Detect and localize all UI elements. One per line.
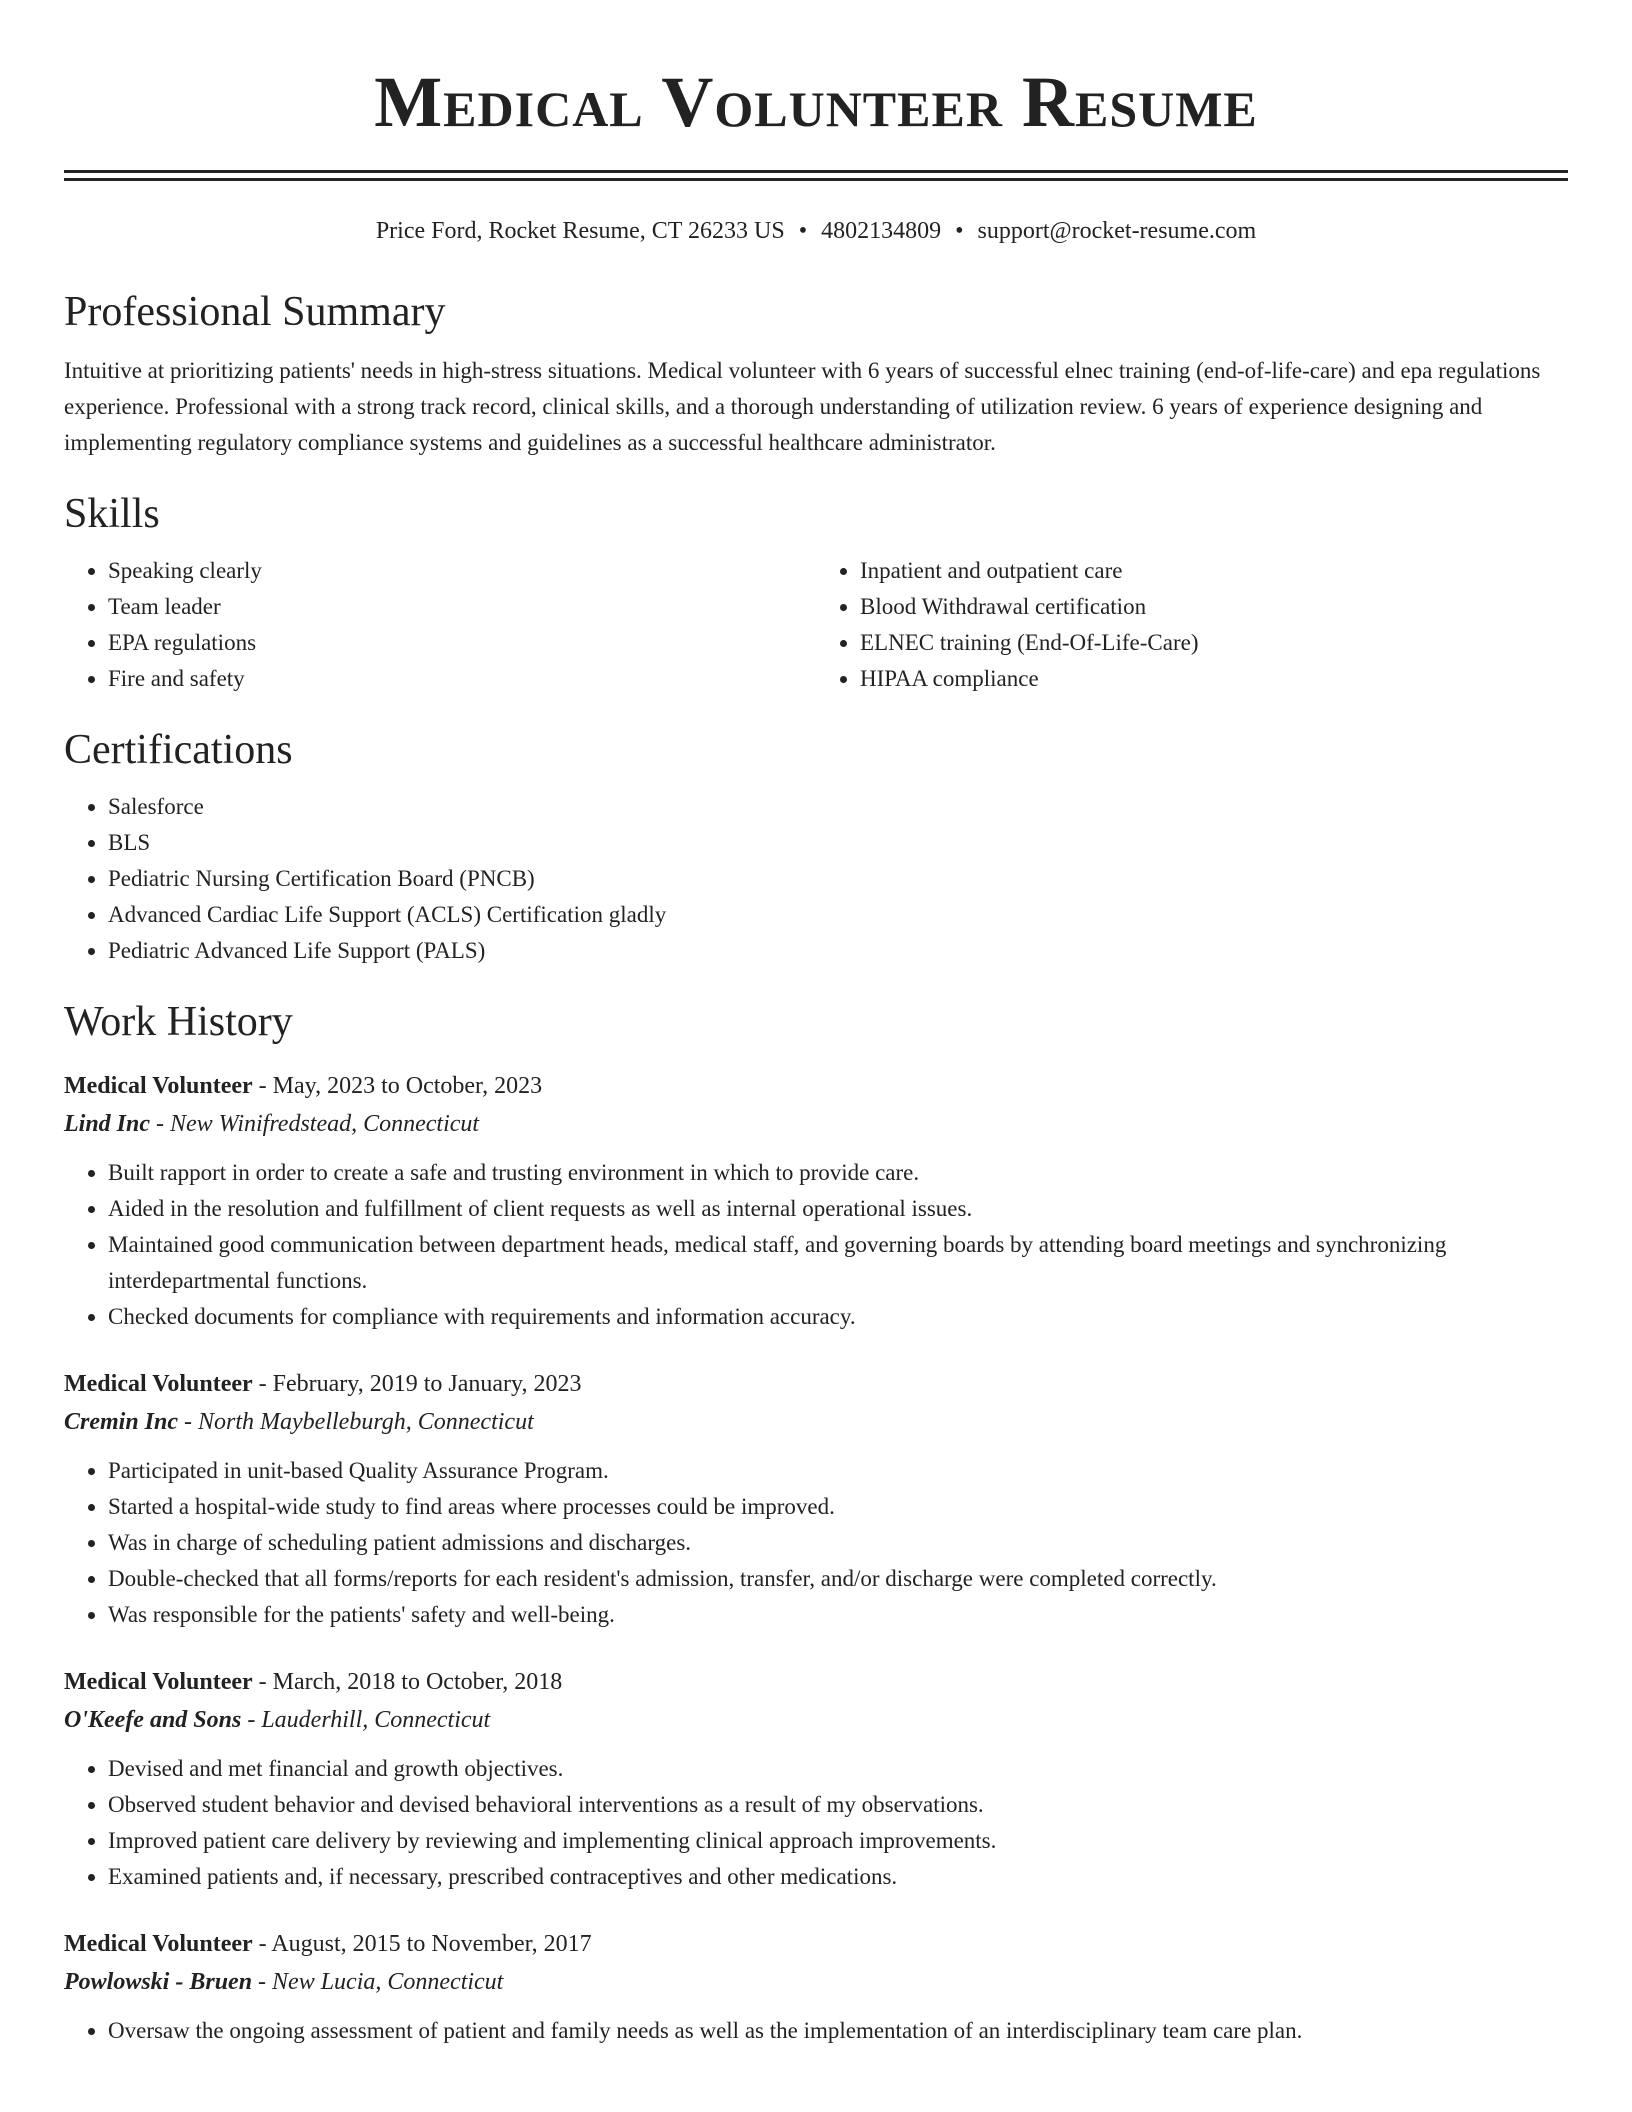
contact-separator: • bbox=[955, 218, 964, 244]
job-duty-item: • Devised and met financial and growth objectives. bbox=[108, 1751, 1568, 1787]
certifications-list bbox=[64, 789, 1568, 969]
job-location: - New Lucia, Connecticut bbox=[252, 1969, 504, 1995]
certification-item: • Pediatric Advanced Life Support (PALS) bbox=[108, 933, 1568, 969]
job-title-line bbox=[64, 1067, 1568, 1105]
job-duties bbox=[64, 2013, 1568, 2049]
skill-item: • Speaking clearly bbox=[108, 553, 816, 589]
job-entry bbox=[64, 1067, 1568, 1335]
certification-item: • BLS bbox=[108, 825, 1568, 861]
job-company-line bbox=[64, 1105, 1568, 1143]
skills-heading: Skills bbox=[64, 491, 160, 537]
resume-title: Medical Volunteer Resume bbox=[374, 62, 1258, 142]
job-title-line bbox=[64, 1365, 1568, 1403]
job-entry bbox=[64, 1663, 1568, 1895]
contact-email: support@rocket-resume.com bbox=[977, 218, 1257, 244]
job-duty-item: • Aided in the resolution and fulfillment of client requests as well as internal operational issues. bbox=[108, 1191, 1568, 1227]
job-company-line bbox=[64, 1403, 1568, 1441]
skills-list-right bbox=[816, 553, 1568, 697]
job-dates: - March, 2018 to October, 2018 bbox=[252, 1669, 563, 1695]
job-company: Powlowski - Bruen bbox=[64, 1969, 253, 1995]
job-duty-item: • Was in charge of scheduling patient admissions and discharges. bbox=[108, 1525, 1568, 1561]
skill-item: • Blood Withdrawal certification bbox=[860, 589, 1568, 625]
work-history-heading: Work History bbox=[64, 999, 293, 1045]
job-role: Medical Volunteer bbox=[64, 1931, 253, 1957]
job-dates: - May, 2023 to October, 2023 bbox=[252, 1073, 543, 1099]
certifications-heading: Certifications bbox=[64, 727, 293, 773]
skills-list-left bbox=[64, 553, 816, 697]
skills-grid bbox=[64, 553, 1568, 697]
job-role: Medical Volunteer bbox=[64, 1669, 253, 1695]
job-duty-item: • Checked documents for compliance with requirements and information accuracy. bbox=[108, 1299, 1568, 1335]
job-duty-item: • Built rapport in order to create a safe and trusting environment in which to provide care. bbox=[108, 1155, 1568, 1191]
certification-item: • Salesforce bbox=[108, 789, 1568, 825]
job-duty-item: • Maintained good communication between department heads, medical staff, and governing boards by attending board meetings and synchronizing interdepartmental functions. bbox=[108, 1227, 1568, 1299]
job-company: Lind Inc bbox=[64, 1111, 151, 1137]
contact-phone: 4802134809 bbox=[821, 218, 942, 244]
job-entry bbox=[64, 1365, 1568, 1633]
skill-item: • Team leader bbox=[108, 589, 816, 625]
summary-heading: Professional Summary bbox=[64, 289, 446, 335]
job-company: Cremin Inc bbox=[64, 1409, 179, 1435]
contact-line bbox=[64, 215, 1568, 247]
job-dates: - February, 2019 to January, 2023 bbox=[252, 1371, 582, 1397]
skill-item: • ELNEC training (End-Of-Life-Care) bbox=[860, 625, 1568, 661]
job-company-line bbox=[64, 1963, 1568, 2001]
job-duties bbox=[64, 1751, 1568, 1895]
job-duty-item: • Started a hospital-wide study to find areas where processes could be improved. bbox=[108, 1489, 1568, 1525]
skill-item: • Inpatient and outpatient care bbox=[860, 553, 1568, 589]
skill-item: • Fire and safety bbox=[108, 661, 816, 697]
job-entry bbox=[64, 1925, 1568, 2049]
skill-item: • HIPAA compliance bbox=[860, 661, 1568, 697]
contact-address: Price Ford, Rocket Resume, CT 26233 US bbox=[375, 218, 785, 244]
job-company: O'Keefe and Sons bbox=[64, 1707, 242, 1733]
job-duties bbox=[64, 1453, 1568, 1633]
job-duty-item: • Was responsible for the patients' safety and well-being. bbox=[108, 1597, 1568, 1633]
certification-item: • Advanced Cardiac Life Support (ACLS) Certification gladly bbox=[108, 897, 1568, 933]
job-role: Medical Volunteer bbox=[64, 1073, 253, 1099]
job-duties bbox=[64, 1155, 1568, 1335]
job-location: - North Maybelleburgh, Connecticut bbox=[178, 1409, 534, 1435]
job-location: - Lauderhill, Connecticut bbox=[241, 1707, 491, 1733]
job-duty-item: • Double-checked that all forms/reports for each resident's admission, transfer, and/or discharge were completed correctly. bbox=[108, 1561, 1568, 1597]
contact-separator: • bbox=[798, 218, 808, 244]
certification-item: • Pediatric Nursing Certification Board (PNCB) bbox=[108, 861, 1568, 897]
job-duty-item: • Observed student behavior and devised behavioral interventions as a result of my observations. bbox=[108, 1787, 1568, 1823]
skill-item: • EPA regulations bbox=[108, 625, 816, 661]
job-title-line bbox=[64, 1925, 1568, 1963]
job-company-line bbox=[64, 1701, 1568, 1739]
summary-text: Intuitive at prioritizing patients' needs in high-stress situations. Medical volunteer with 6 years of successful elnec training (end-of-life-care) and epa regulations experience. Professional with a strong track record, clinical skills, and a thorough understanding of utilization review. 6 years of experience designing and implementing regulatory compliance systems and guidelines as a successful healthcare administrator. bbox=[64, 358, 1541, 455]
job-duty-item: • Oversaw the ongoing assessment of patient and family needs as well as the implementation of an interdisciplinary team care plan. bbox=[108, 2013, 1568, 2049]
job-duty-item: • Participated in unit-based Quality Assurance Program. bbox=[108, 1453, 1568, 1489]
job-title-line bbox=[64, 1663, 1568, 1701]
job-duty-item: • Improved patient care delivery by reviewing and implementing clinical approach improvements. bbox=[108, 1823, 1568, 1859]
job-duty-item: • Examined patients and, if necessary, prescribed contraceptives and other medications. bbox=[108, 1859, 1568, 1895]
job-dates: - August, 2015 to November, 2017 bbox=[252, 1931, 592, 1957]
work-history-list bbox=[64, 1067, 1568, 2049]
job-role: Medical Volunteer bbox=[64, 1371, 253, 1397]
job-location: - New Winifredstead, Connecticut bbox=[150, 1111, 480, 1137]
title-double-rule bbox=[64, 170, 1568, 181]
